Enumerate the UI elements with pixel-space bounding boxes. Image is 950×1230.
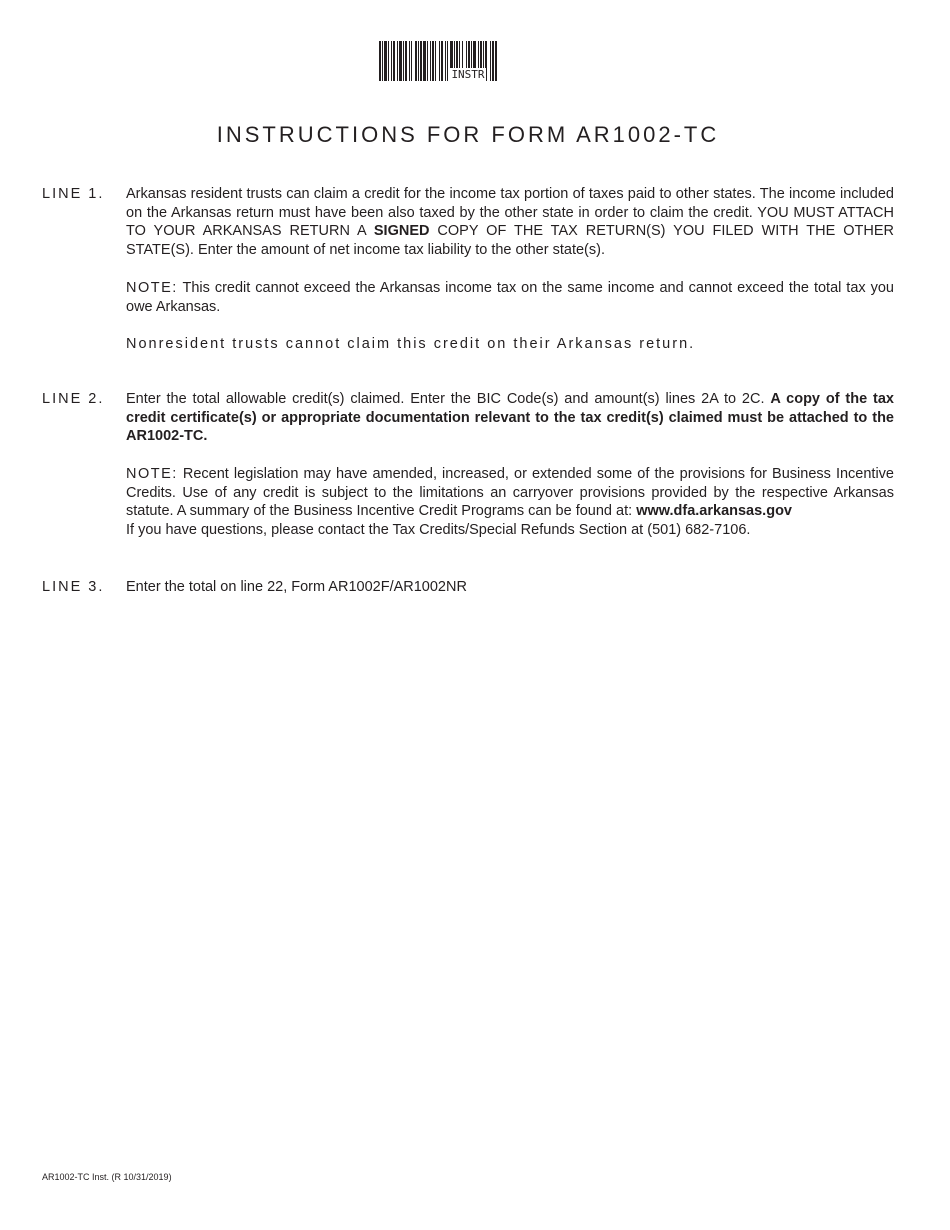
form-revision-footer: AR1002-TC Inst. (R 10/31/2019) — [42, 1172, 172, 1182]
line-3-text: Enter the total on line 22, Form AR1002F/AR1002NR — [126, 579, 467, 595]
line-1-text-bold: SIGNED — [373, 223, 430, 240]
barcode-label: INSTR — [451, 68, 485, 81]
line-2-contact: If you have questions, please contact the Tax Credits/Special Refunds Section at (501) 682-7106. — [126, 522, 751, 539]
page-title: INSTRUCTIONS FOR FORM AR1002-TC — [216, 122, 720, 147]
barcode-image — [378, 41, 558, 81]
line-1-text-part-a: Arkansas resident trusts can claim a credit for the income tax portion of taxes paid to other states. The income included on the Arkansas return must have been also taxed by the other state in order to claim the credit. YOU MUST ATTACH TO YOUR ARKANSAS RETURN A — [126, 186, 894, 240]
line-1-note — [126, 279, 894, 316]
barcode — [378, 41, 558, 81]
line-2-website: www.dfa.arkansas.gov — [636, 503, 792, 520]
line-1-text-part-b: COPY OF THE TAX RETURN(S) YOU FILED WITH THE OTHER STATE(S). Enter the amount of net income tax liability to the other state(s). — [126, 223, 894, 259]
line-2-label: LINE 2. — [42, 391, 105, 407]
line-1-note-text: This credit cannot exceed the Arkansas income tax on the same income and cannot exceed the total tax you owe Arkansas. — [126, 280, 894, 315]
line-2-text-bold: A copy of the tax credit certificate(s) or appropriate documentation relevant to the tax credit(s) claimed must be attached to the AR1002-TC. — [126, 391, 894, 445]
line-2-note-prefix: NOTE: — [126, 466, 178, 482]
line-1-nonresident-note: Nonresident trusts cannot claim this credit on their Arkansas return. — [126, 336, 696, 352]
line-1-label: LINE 1. — [42, 186, 105, 202]
line-3-label: LINE 3. — [42, 579, 105, 595]
line-2-text-part-a: Enter the total allowable credit(s) claimed. Enter the BIC Code(s) and amount(s) lines 2A to 2C. — [126, 391, 771, 407]
line-1-note-prefix: NOTE: — [126, 280, 178, 296]
line-2-note — [126, 465, 894, 540]
line-2-note-text: Recent legislation may have amended, increased, or extended some of the provisions for Business Incentive Credits. Use of any credit is subject to the limitations an carryover provisions provided by the respective Arkansas statute. A summary of the Business Incentive Credit Programs can be found at: — [126, 466, 894, 520]
line-1-text — [126, 185, 894, 260]
line-2-text — [126, 390, 894, 446]
